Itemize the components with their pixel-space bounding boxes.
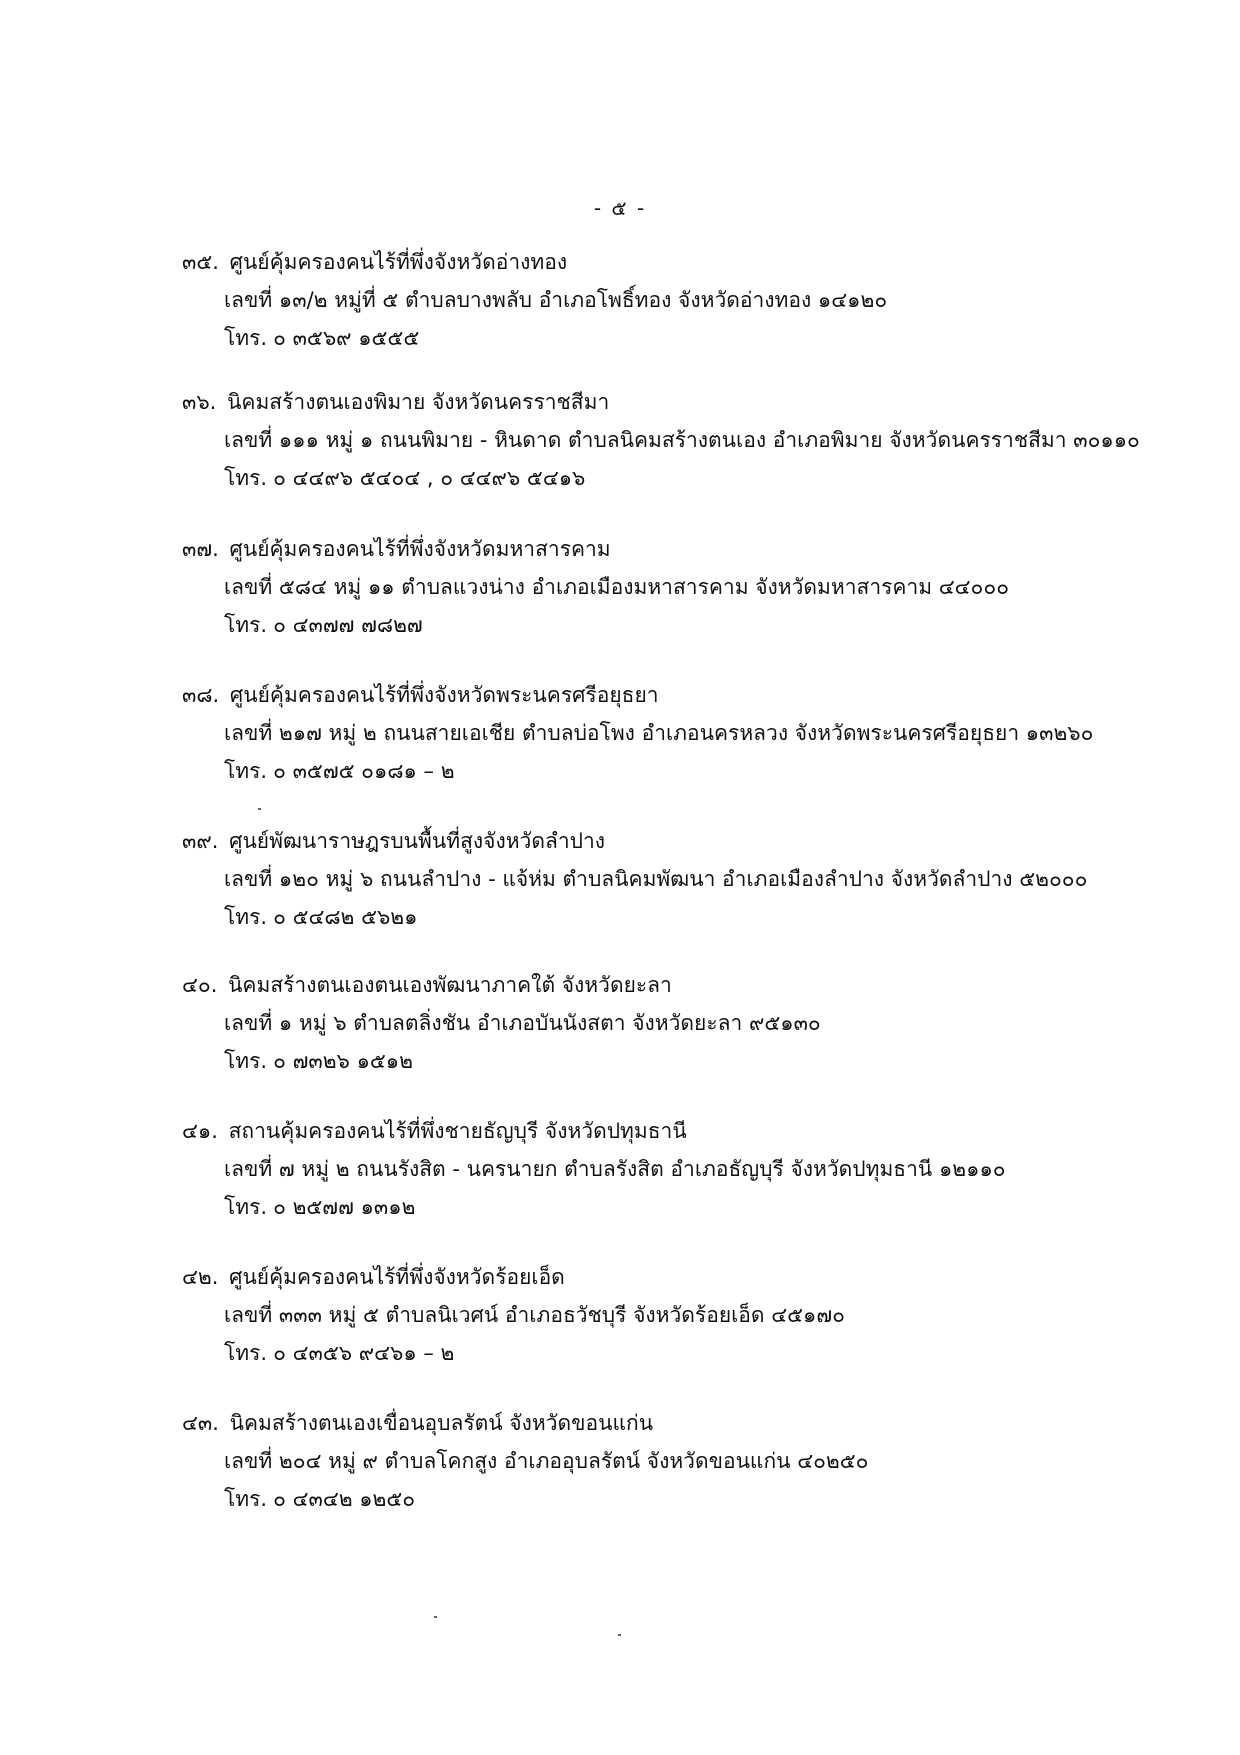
list-item bbox=[182, 1258, 1182, 1372]
entry-title bbox=[182, 966, 1182, 1004]
list-item bbox=[182, 1112, 1182, 1226]
entry-name: ศูนย์พัฒนาราษฎรบนพื้นที่สูงจังหวัดลำปาง bbox=[229, 829, 606, 853]
entry-number: ๓๖. bbox=[182, 390, 217, 414]
scan-speck bbox=[434, 1616, 437, 1618]
phone-label: โทร. bbox=[224, 1195, 268, 1219]
entry-phone bbox=[224, 1042, 1182, 1080]
entry-address: เลขที่ ๑ หมู่ ๖ ตำบลตลิ่งชัน อำเภอบันนังสตา จังหวัดยะลา ๙๕๑๓๐ bbox=[224, 1011, 821, 1035]
phone-number: ๐ ๔๔๙๖ ๕๔๐๔ , ๐ ๔๔๙๖ ๕๔๑๖ bbox=[273, 466, 586, 490]
entry-address: เลขที่ ๑๒๐ หมู่ ๖ ถนนลำปาง - แจ้ห่ม ตำบลนิคมพัฒนา อำเภอเมืองลำปาง จังหวัดลำปาง ๕๒๐๐๐ bbox=[224, 867, 1088, 891]
phone-number: ๐ ๒๕๗๗ ๑๓๑๒ bbox=[273, 1195, 416, 1219]
phone-number: ๐ ๗๓๒๖ ๑๕๑๒ bbox=[273, 1049, 413, 1073]
entry-name: นิคมสร้างตนเองตนเองพัฒนาภาคใต้ จังหวัดยะลา bbox=[228, 973, 672, 997]
entry-phone bbox=[224, 898, 1182, 936]
entry-name: นิคมสร้างตนเองพิมาย จังหวัดนครราชสีมา bbox=[227, 390, 610, 414]
entry-number: ๔๐. bbox=[182, 973, 218, 997]
phone-number: ๐ ๔๓๕๖ ๙๔๖๑ – ๒ bbox=[273, 1341, 455, 1365]
entry-title bbox=[182, 676, 1182, 714]
entry-title bbox=[182, 1112, 1182, 1150]
list-item bbox=[182, 243, 1182, 357]
list-item bbox=[182, 822, 1182, 936]
entry-name: ศูนย์คุ้มครองคนไร้ที่พึ่งจังหวัดร้อยเอ็ด bbox=[229, 1265, 565, 1289]
phone-number: ๐ ๔๓๗๗ ๗๘๒๗ bbox=[273, 613, 423, 637]
entry-phone bbox=[224, 1480, 1182, 1518]
entry-name: สถานคุ้มครองคนไร้ที่พึ่งชายธัญบุรี จังหวัดปทุมธานี bbox=[228, 1119, 687, 1143]
entry-address: เลขที่ ๗ หมู่ ๒ ถนนรังสิต - นครนายก ตำบลรังสิต อำเภอธัญบุรี จังหวัดปทุมธานี ๑๒๑๑๐ bbox=[224, 1157, 1006, 1181]
entry-address: เลขที่ ๒๑๗ หมู่ ๒ ถนนสายเอเชีย ตำบลบ่อโพง อำเภอนครหลวง จังหวัดพระนครศรีอยุธยา ๑๓๒๖๐ bbox=[224, 721, 1094, 745]
phone-number: ๐ ๓๕๗๕ ๐๑๘๑ – ๒ bbox=[273, 759, 455, 783]
phone-label: โทร. bbox=[224, 759, 268, 783]
entry-phone bbox=[224, 1334, 1182, 1372]
list-item bbox=[182, 530, 1182, 644]
scan-speck bbox=[618, 1634, 621, 1636]
entry-number: ๔๑. bbox=[182, 1119, 218, 1143]
entry-address: เลขที่ ๑๑๑ หมู่ ๑ ถนนพิมาย - หินดาด ตำบลนิคมสร้างตนเอง อำเภอพิมาย จังหวัดนครราชสีมา ๓๐๑๑๐ bbox=[224, 428, 1140, 452]
page-number: - ๕ - bbox=[593, 196, 647, 220]
list-item bbox=[182, 966, 1182, 1080]
entry-address: เลขที่ ๕๘๔ หมู่ ๑๑ ตำบลแวงน่าง อำเภอเมืองมหาสารคาม จังหวัดมหาสารคาม ๔๔๐๐๐ bbox=[224, 575, 1010, 599]
entry-title bbox=[182, 243, 1182, 281]
entry-title bbox=[182, 1404, 1182, 1442]
entry-title bbox=[182, 822, 1182, 860]
entry-phone bbox=[224, 606, 1182, 644]
entry-address: เลขที่ ๓๓๓ หมู่ ๕ ตำบลนิเวศน์ อำเภอธวัชบุรี จังหวัดร้อยเอ็ด ๔๕๑๗๐ bbox=[224, 1303, 845, 1327]
entry-phone bbox=[224, 752, 1182, 790]
entry-title bbox=[182, 1258, 1182, 1296]
entry-title bbox=[182, 530, 1182, 568]
entry-phone bbox=[224, 1188, 1182, 1226]
phone-number: ๐ ๓๕๖๙ ๑๕๕๕ bbox=[273, 326, 420, 350]
entry-number: ๓๘. bbox=[182, 683, 220, 707]
list-item bbox=[182, 1404, 1182, 1518]
entry-number: ๓๙. bbox=[182, 829, 219, 853]
entry-phone bbox=[224, 459, 1182, 497]
entry-address: เลขที่ ๑๓/๒ หมู่ที่ ๕ ตำบลบางพลับ อำเภอโพธิ์ทอง จังหวัดอ่างทอง ๑๔๑๒๐ bbox=[224, 288, 888, 312]
phone-label: โทร. bbox=[224, 326, 268, 350]
entry-name: ศูนย์คุ้มครองคนไร้ที่พึ่งจังหวัดพระนครศรีอยุธยา bbox=[229, 683, 659, 707]
entry-title bbox=[182, 383, 1182, 421]
entry-address: เลขที่ ๒๐๔ หมู่ ๙ ตำบลโคกสูง อำเภออุบลรัตน์ จังหวัดขอนแก่น ๔๐๒๕๐ bbox=[224, 1449, 869, 1473]
list-item bbox=[182, 676, 1182, 790]
scan-speck bbox=[258, 808, 261, 810]
phone-label: โทร. bbox=[224, 1487, 268, 1511]
entry-name: ศูนย์คุ้มครองคนไร้ที่พึ่งจังหวัดมหาสารคาม bbox=[229, 537, 611, 561]
entry-number: ๔๒. bbox=[182, 1265, 219, 1289]
entry-number: ๔๓. bbox=[182, 1411, 219, 1435]
phone-label: โทร. bbox=[224, 905, 268, 929]
phone-number: ๐ ๕๔๘๒ ๕๖๒๑ bbox=[273, 905, 418, 929]
phone-label: โทร. bbox=[224, 466, 268, 490]
phone-label: โทร. bbox=[224, 1341, 268, 1365]
entry-name: นิคมสร้างตนเองเขื่อนอุบลรัตน์ จังหวัดขอนแก่น bbox=[229, 1411, 654, 1435]
phone-label: โทร. bbox=[224, 1049, 268, 1073]
list-item bbox=[182, 383, 1182, 497]
entry-number: ๓๕. bbox=[182, 250, 219, 274]
entry-name: ศูนย์คุ้มครองคนไร้ที่พึ่งจังหวัดอ่างทอง bbox=[229, 250, 568, 274]
entry-phone bbox=[224, 319, 1182, 357]
phone-number: ๐ ๔๓๔๒ ๑๒๕๐ bbox=[273, 1487, 416, 1511]
phone-label: โทร. bbox=[224, 613, 268, 637]
entry-number: ๓๗. bbox=[182, 537, 219, 561]
